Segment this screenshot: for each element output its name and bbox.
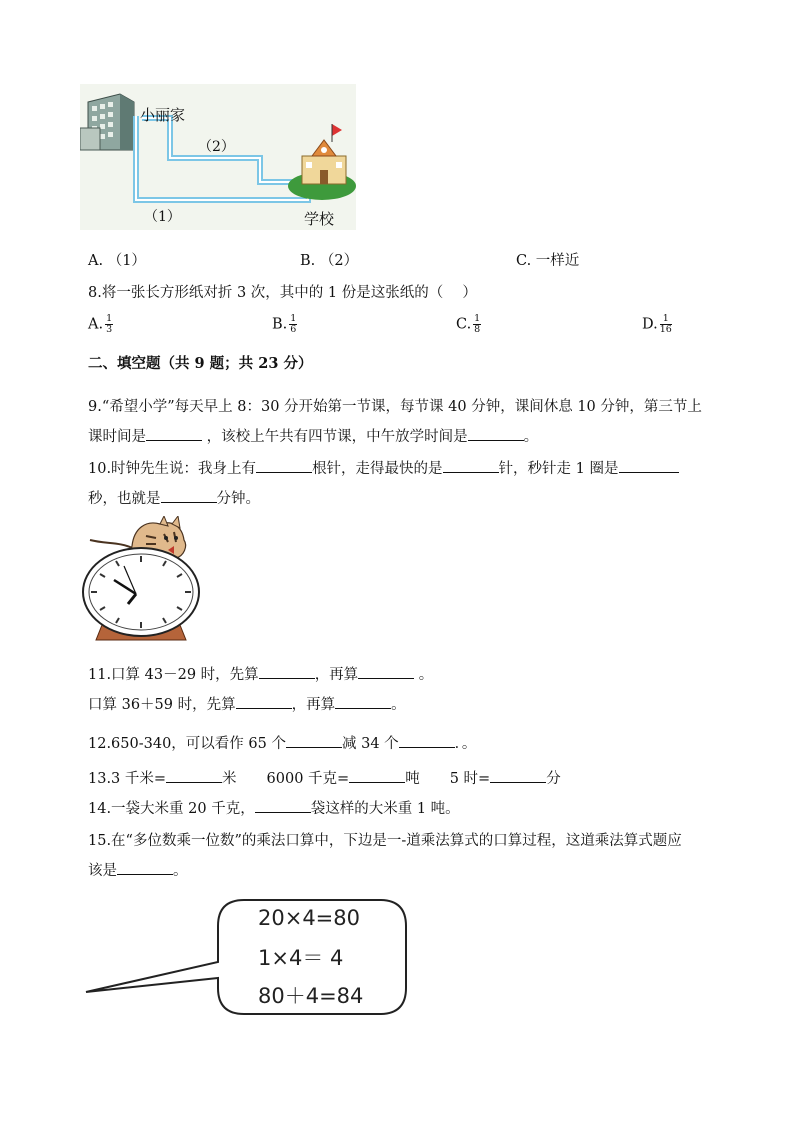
answer-blank[interactable]: [468, 439, 524, 441]
q8-option-letter: B.: [272, 316, 288, 333]
q9-text: 课时间是: [88, 429, 146, 445]
bubble-step-3: 80＋4=84: [258, 984, 364, 1008]
answer-blank[interactable]: [236, 707, 292, 709]
q8-option-d[interactable]: [642, 314, 672, 335]
answer-blank[interactable]: [399, 746, 455, 748]
q13-text: 6000 千克=: [266, 771, 350, 787]
bubble-step-1: 20×4=80: [258, 906, 360, 930]
speech-bubble-shape: [84, 896, 414, 1020]
answer-blank[interactable]: [255, 811, 311, 813]
route-figure: [80, 84, 356, 230]
fraction: [473, 314, 481, 335]
denominator: 8: [474, 324, 481, 335]
route1-label: （1）: [144, 209, 181, 225]
answer-blank[interactable]: [161, 501, 217, 503]
q12-text: 12.650-340，可以看作 65 个: [88, 736, 286, 752]
q14-line: [88, 797, 460, 818]
school-label: 学校: [304, 210, 335, 228]
q15-text: 该是: [88, 863, 117, 879]
q10-line2: [88, 487, 260, 508]
cat-clock-illustration: [76, 516, 206, 642]
q11-text: 11.口算 43－29 时，先算: [88, 667, 259, 683]
q13-text: 分: [546, 771, 561, 787]
q7-option-a[interactable]: A. （1）: [88, 253, 146, 269]
q8-question: 8.将一张长方形纸对折 3 次，其中的 1 份是这张纸的（ ）: [88, 285, 477, 301]
q8-option-letter: C.: [456, 316, 472, 333]
q8-option-letter: D.: [642, 316, 658, 333]
denominator: 3: [106, 324, 113, 335]
numerator: 1: [474, 313, 481, 324]
q8-option-b[interactable]: [272, 314, 297, 335]
fraction: [289, 314, 297, 335]
answer-blank[interactable]: [259, 677, 315, 679]
answer-blank[interactable]: [166, 781, 222, 783]
q13-text: 吨: [405, 771, 420, 787]
q11-text: 。: [391, 697, 406, 713]
q9-text: 。: [523, 429, 539, 445]
q14-text: 14.一袋大米重 20 千克，: [88, 801, 255, 817]
clock-figure: [76, 516, 206, 642]
q10-text: 10.时钟先生说：我身上有: [88, 461, 257, 477]
q10-text: 针，秒针走 1 圈是: [498, 461, 619, 477]
q8-option-letter: A.: [88, 316, 104, 333]
q13-text: 5 时=: [449, 771, 491, 787]
q15-text: 。: [173, 863, 188, 879]
q7-option-c[interactable]: C. 一样近: [516, 253, 580, 269]
q15-line2: [88, 859, 188, 880]
denominator: 16: [659, 324, 672, 335]
q13-text: 米: [222, 771, 237, 787]
q13-line: [88, 767, 561, 788]
fraction: [660, 314, 672, 335]
q8-option-a[interactable]: [88, 314, 113, 335]
answer-blank[interactable]: [358, 677, 414, 679]
q14-text: 袋这样的大米重 1 吨。: [310, 801, 460, 817]
answer-blank[interactable]: [349, 781, 405, 783]
numerator: 1: [662, 313, 669, 324]
q12-line: [88, 732, 476, 753]
q12-text: 减 34 个: [341, 736, 399, 752]
q8-option-c[interactable]: [456, 314, 481, 335]
q12-text: ．。: [454, 736, 477, 752]
bubble-step-2: 1×4＝ 4: [258, 946, 344, 970]
answer-blank[interactable]: [335, 707, 391, 709]
answer-blank[interactable]: [443, 471, 499, 473]
q9-text: ，该校上午共有四节课，中午放学时间是: [206, 429, 468, 445]
route2-label: （2）: [198, 139, 235, 155]
q11-text: ，再算: [291, 697, 336, 713]
q11-line2: [88, 693, 406, 714]
answer-blank[interactable]: [286, 746, 342, 748]
q11-text: 口算 36＋59 时，先算: [88, 697, 236, 713]
answer-blank[interactable]: [146, 439, 202, 441]
q7-option-b[interactable]: B. （2）: [300, 253, 359, 269]
q10-text: 秒，也就是: [88, 491, 161, 507]
q9-line2: [88, 425, 538, 446]
calculation-bubble: [84, 896, 414, 1020]
answer-blank[interactable]: [490, 781, 546, 783]
q10-text: 分钟。: [216, 491, 260, 507]
answer-blank[interactable]: [619, 471, 679, 473]
q13-text: 13.3 千米=: [88, 771, 167, 787]
answer-blank[interactable]: [256, 471, 312, 473]
denominator: 6: [290, 324, 297, 335]
home-building-icon: [80, 94, 134, 150]
q15-line1: 15.在“多位数乘一位数”的乘法口算中，下边是一-道乘法算式的口算过程，这道乘法算式题应: [88, 833, 682, 849]
q10-text: 根针，走得最快的是: [312, 461, 443, 477]
numerator: 1: [290, 313, 297, 324]
q10-line1: [88, 457, 679, 478]
numerator: 1: [106, 313, 113, 324]
home-label: 小丽家: [140, 106, 186, 124]
fraction: [105, 314, 113, 335]
q9-line1: 9.“希望小学”每天早上 8：30 分开始第一节课，每节课 40 分钟，课间休息 10 分钟，第三节上: [88, 399, 702, 415]
q11-text: 。: [418, 667, 434, 683]
section-title: 二、填空题（共 9 题；共 23 分）: [88, 355, 313, 372]
q11-text: ，再算: [314, 667, 359, 683]
q11-line1: [88, 663, 433, 684]
answer-blank[interactable]: [117, 873, 173, 875]
